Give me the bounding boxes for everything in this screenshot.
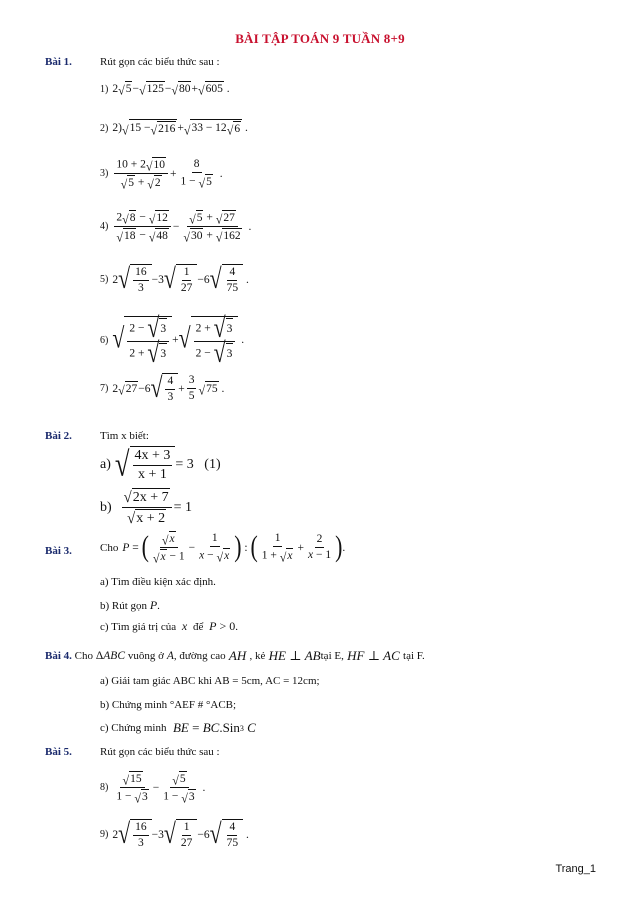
problem-1-number: 1) (100, 83, 109, 95)
exercise-2-instruction: Tìm x biết: (100, 430, 149, 442)
exercise-4-t1: vuông ở (127, 650, 164, 662)
problem-4b: b) Chứng minh °AEF # °ACB; (100, 699, 237, 711)
page-number: Trang_1 (555, 863, 596, 875)
problem-3c-text: c) Tìm giá trị của (100, 621, 177, 633)
problem-2b-label: b) (100, 499, 112, 515)
problem-3b-text: b) Rút gọn (100, 600, 148, 612)
exercise-4-t4: tại E, (320, 650, 344, 662)
problem-3b: b) Rút gọn P. (100, 598, 160, 612)
problem-5 (100, 264, 249, 295)
exercise-2-label: Bài 2. (45, 430, 72, 442)
problem-8-expression: √ 15 1 − √ 3 − √ 5 1 − √ 3 . (116, 772, 206, 806)
p-expression: P = ( √ x √ x − 1 − 1 x − √ x ) : ( 1 1 + √ x + $\frac{2}{x - 1}$ ) . (122, 530, 346, 566)
problem-5-expression: 2 √ $\frac{16}{3}$ −3 √ $\frac{1}{27}$ −6 √ $\frac{4}{75}$ . (112, 262, 249, 295)
problem-3-expression: 10 + 2 √ 10 √ 5 + √ 2 + 8 1 − √ 5 . (116, 158, 223, 192)
exercise-1-label: Bài 1. (45, 56, 72, 68)
problem-2-expression: 2) √ 15 − √ 216 + √ 33 − 12 √ 6 . (112, 119, 247, 136)
problem-2a-label: a) (100, 456, 111, 472)
problem-1 (100, 80, 230, 98)
problem-7-number: 7) (100, 383, 109, 395)
problem-6 (100, 312, 245, 369)
exercise-4-t3: , kẻ (249, 650, 266, 662)
problem-2b (100, 488, 192, 527)
problem-2a-expression: √ $\frac{4x + 3}{x + 1}$ = 3 (1) (114, 444, 221, 484)
problem-3c-mid: để (193, 621, 204, 633)
page-title: BÀI TẬP TOÁN 9 TUẦN 8+9 (235, 31, 405, 46)
problem-4c-text: c) Chứng minh (100, 722, 167, 734)
problem-8 (100, 771, 205, 804)
exercise-5-label: Bài 5. (45, 746, 72, 758)
exercise-4-statement: Bài 4. Cho Δ ABC vuông ở A , đường cao AH , kẻ HE ⊥ AB tại E, HF ⊥ AC tại F. (45, 648, 425, 663)
problem-3a: a) Tìm điều kiện xác định. (100, 576, 216, 588)
problem-3-lead: Cho (100, 541, 119, 554)
problem-2b-expression: √ 2x + 7 √ x + 2 = 1 (123, 490, 193, 528)
exercise-4-t2: , đường cao (173, 650, 226, 662)
problem-2a (100, 446, 221, 483)
problem-1-expression: 2 √ 5 − √ 125 − √ 80 + √ 605 . (112, 83, 230, 98)
problem-6-expression: √ 2 − √ 3 2 + √ 3 + √ 2 + √ 3 2 − √ 3 . (112, 312, 245, 369)
problem-3 (100, 157, 223, 190)
exercise-3-label: Bài 3. (45, 545, 72, 557)
problem-4c: c) Chứng minh BE = BC .Sin 3 C (100, 720, 256, 735)
problem-6-number: 6) (100, 334, 109, 346)
problem-4a: a) Giải tam giác ABC khi AB = 5cm, AC = 12cm; (100, 675, 320, 687)
problem-9 (100, 819, 249, 850)
problem-2 (100, 119, 248, 137)
exercise-4-lead: Cho (74, 650, 93, 662)
problem-7 (100, 373, 224, 404)
exercise-1-instruction: Rút gọn các biểu thức sau : (100, 56, 220, 68)
problem-7-expression: 2 √ 27 −6 √ $\frac{4}{3}$ + $\frac{3}{5}$ √ 75 . (112, 371, 225, 404)
problem-2-number: 2) (100, 122, 109, 134)
problem-3-number: 3) (100, 168, 109, 180)
problem-3c: c) Tìm giá trị của x để P > 0. (100, 619, 239, 633)
exercise-4-t5: tại F. (403, 650, 425, 662)
problem-8-number: 8) (100, 782, 109, 794)
problem-3-definition (100, 531, 345, 564)
exercise-5-instruction: Rút gọn các biểu thức sau : (100, 746, 220, 758)
problem-4-expression: 2 √ 8 − √ 12 √ 18 − √ 48 − √ 5 + √ 27 √ 30 + √ 162 . (116, 211, 252, 245)
problem-4 (100, 210, 251, 243)
problem-5-number: 5) (100, 274, 109, 286)
problem-9-number: 9) (100, 829, 109, 841)
exercise-4-label: Bài 4. (45, 650, 72, 662)
problem-9-expression: 2 √ $\frac{16}{3}$ −3 √ $\frac{1}{27}$ −6 √ $\frac{4}{75}$ . (112, 817, 249, 850)
problem-4-number: 4) (100, 221, 109, 233)
